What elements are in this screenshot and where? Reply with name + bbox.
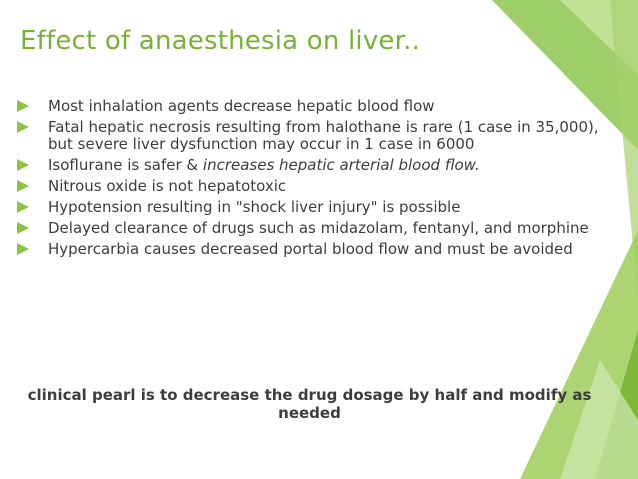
- bullet-text: Delayed clearance of drugs such as midazolam, fentanyl, and morphine: [48, 219, 589, 237]
- bullet-item: [17, 241, 607, 258]
- bullet-list: [17, 98, 607, 262]
- right-triangle-arrow-icon: [17, 159, 29, 171]
- right-triangle-arrow-icon: [17, 243, 29, 255]
- bullet-item: [17, 178, 607, 195]
- bullet-text: Fatal hepatic necrosis resulting from halothane is rare (1 case in 35,000), but severe liver dysfunction may occur in 1 case in 6000: [48, 118, 599, 153]
- bullet-emphasis: increases hepatic arterial blood flow.: [202, 156, 480, 174]
- bullet-text: Hypercarbia causes decreased portal blood flow and must be avoided: [48, 240, 573, 258]
- right-triangle-arrow-icon: [17, 121, 29, 133]
- bullet-text: Most inhalation agents decrease hepatic blood flow: [48, 97, 435, 115]
- right-triangle-arrow-icon: [17, 222, 29, 234]
- bullet-item: [17, 199, 607, 216]
- bullet-text: Nitrous oxide is not hepatotoxic: [48, 177, 287, 195]
- bullet-item: [17, 119, 607, 153]
- slide-title: Effect of anaesthesia on liver..: [20, 26, 421, 56]
- right-triangle-arrow-icon: [17, 201, 29, 213]
- bullet-item: [17, 157, 607, 174]
- bullet-item: [17, 220, 607, 237]
- bullet-item: [17, 98, 607, 115]
- right-triangle-arrow-icon: [17, 180, 29, 192]
- right-triangle-arrow-icon: [17, 100, 29, 112]
- bullet-text: Hypotension resulting in "shock liver injury" is possible: [48, 198, 461, 216]
- clinical-pearl: clinical pearl is to decrease the drug dosage by half and modify as needed: [27, 386, 592, 422]
- bullet-text: Isoflurane is safer &: [48, 156, 203, 174]
